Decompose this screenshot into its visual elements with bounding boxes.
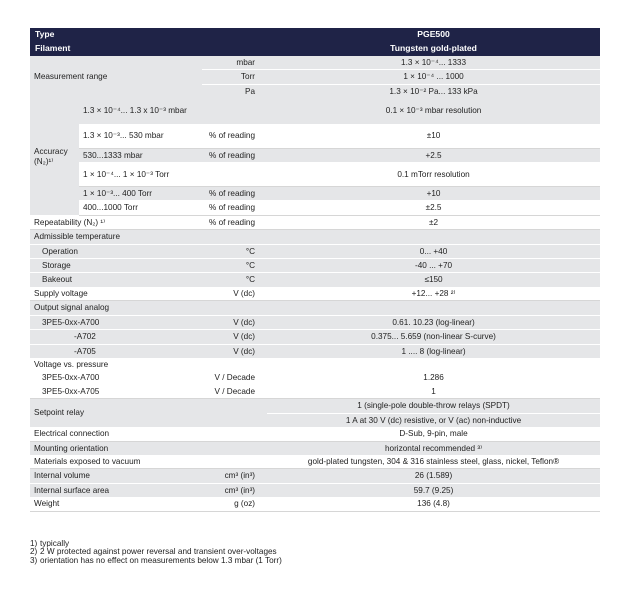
surface-label: Internal surface area	[30, 483, 202, 497]
output-row	[30, 315, 600, 329]
value-cell: 0.1 mTorr resolution	[267, 162, 600, 186]
value-cell: 0.375... 5.659 (non-linear S-curve)	[267, 330, 600, 344]
row-label: 3PE5-0xx-A705	[30, 385, 202, 399]
range-cell: 1.3 × 10⁻⁴... 1.3 x 10⁻³ mbar	[79, 98, 202, 124]
filament-label: Filament	[30, 42, 267, 56]
spec-table	[30, 28, 600, 512]
range-cell: 1 × 10⁻⁴... 1 × 10⁻³ Torr	[79, 162, 202, 186]
unit-cell: °C	[202, 259, 267, 273]
measurement-row	[30, 56, 600, 70]
value-cell: ±2	[267, 215, 600, 229]
value-cell: 1	[267, 385, 600, 399]
value-cell: 0.1 × 10⁻³ mbar resolution	[267, 98, 600, 124]
accuracy-label: Accuracy (N₂)¹⁾	[30, 98, 79, 215]
filament-value: Tungsten gold-plated	[267, 42, 600, 56]
value-cell: 0... +40	[267, 244, 600, 258]
repeatability-label: Repeatability (N₂) ¹⁾	[30, 215, 202, 229]
row-label: Bakeout	[30, 273, 202, 287]
unit-cell: V / Decade	[202, 385, 267, 399]
unit-cell: °C	[202, 244, 267, 258]
vvp-row	[30, 371, 600, 384]
unit-cell: % of reading	[202, 186, 267, 200]
type-label: Type	[30, 28, 267, 42]
row-label: -A705	[30, 344, 202, 358]
row-label: 3PE5-0xx-A700	[30, 371, 202, 384]
value-cell: 1 A at 30 V (dc) resistive, or V (ac) non-inductive	[267, 413, 600, 427]
vvp-row	[30, 385, 600, 399]
value-cell: 1.3 × 10⁻² Pa... 133 kPa	[267, 84, 600, 98]
value-cell: gold-plated tungsten, 304 & 316 stainless steel, glass, nickel, Teflon®	[267, 455, 600, 469]
footnote-number: 1)	[30, 539, 38, 548]
surface-row	[30, 483, 600, 497]
unit-cell: mbar	[202, 56, 267, 70]
value-cell: 1.3 × 10⁻⁴... 1333	[267, 56, 600, 70]
value-cell: 1 (single-pole double-throw relays (SPDT)	[267, 399, 600, 413]
temperature-row	[30, 273, 600, 287]
output-row	[30, 330, 600, 344]
output-header-row	[30, 301, 600, 315]
row-label: Storage	[30, 259, 202, 273]
accuracy-row	[30, 186, 600, 200]
range-cell: 1.3 × 10⁻³... 530 mbar	[79, 124, 202, 148]
value-cell: 1 × 10⁻⁴ ... 1000	[267, 70, 600, 84]
weight-label: Weight	[30, 497, 202, 511]
header-filament-row	[30, 42, 600, 56]
materials-label: Materials exposed to vacuum	[30, 455, 267, 469]
value-cell: +12... +28 ²⁾	[267, 287, 600, 301]
accuracy-row	[30, 124, 600, 148]
volume-row	[30, 469, 600, 483]
unit-cell: V (dc)	[202, 330, 267, 344]
accuracy-row	[30, 98, 600, 124]
unit-cell: g (oz)	[202, 497, 267, 511]
output-label: Output signal analog	[30, 301, 600, 315]
header-type-row	[30, 28, 600, 42]
materials-row	[30, 455, 600, 469]
unit-cell	[202, 162, 267, 186]
unit-cell: V (dc)	[202, 344, 267, 358]
type-value: PGE500	[267, 28, 600, 42]
electrical-label: Electrical connection	[30, 427, 267, 441]
unit-cell: V (dc)	[202, 315, 267, 329]
value-cell: -40 ... +70	[267, 259, 600, 273]
range-cell: 1 × 10⁻³... 400 Torr	[79, 186, 202, 200]
footnote-number: 3)	[30, 555, 38, 565]
setpoint-row	[30, 399, 600, 413]
value-cell: ±10	[267, 124, 600, 148]
volume-label: Internal volume	[30, 469, 202, 483]
accuracy-row	[30, 148, 600, 162]
unit-cell: % of reading	[202, 215, 267, 229]
value-cell: 0.61. 10.23 (log-linear)	[267, 315, 600, 329]
value-cell: 1 .... 8 (log-linear)	[267, 344, 600, 358]
value-cell: +10	[267, 186, 600, 200]
range-cell: 530...1333 mbar	[79, 148, 202, 162]
value-cell: 1.286	[267, 371, 600, 384]
weight-row	[30, 497, 600, 511]
unit-cell: Pa	[202, 84, 267, 98]
electrical-row	[30, 427, 600, 441]
row-label: Operation	[30, 244, 202, 258]
accuracy-row	[30, 201, 600, 215]
row-label: -A702	[30, 330, 202, 344]
footnote	[30, 557, 282, 565]
range-cell: 400...1000 Torr	[79, 201, 202, 215]
supply-label: Supply voltage	[30, 287, 202, 301]
vvp-header-row	[30, 358, 600, 371]
unit-cell	[202, 98, 267, 124]
value-cell: ≤150	[267, 273, 600, 287]
footnotes	[30, 540, 282, 565]
value-cell: +2.5	[267, 148, 600, 162]
footnote-text: 2 W protected against power reversal and transient over-voltages	[40, 547, 277, 557]
value-cell: ±2.5	[267, 201, 600, 215]
vvp-label: Voltage vs. pressure	[30, 358, 600, 371]
temperature-row	[30, 259, 600, 273]
unit-cell: V (dc)	[202, 287, 267, 301]
unit-cell: % of reading	[202, 148, 267, 162]
footnote-number: 2)	[30, 547, 38, 557]
mounting-row	[30, 441, 600, 455]
value-cell: horizontal recommended ³⁾	[267, 441, 600, 455]
temperature-label: Admissible temperature	[30, 230, 600, 244]
temperature-row	[30, 244, 600, 258]
mounting-label: Mounting orientation	[30, 441, 267, 455]
repeatability-row	[30, 215, 600, 229]
setpoint-label: Setpoint relay	[30, 399, 267, 427]
unit-cell: °C	[202, 273, 267, 287]
unit-cell: Torr	[202, 70, 267, 84]
footnote-text: typically	[40, 539, 70, 548]
value-cell: 136 (4.8)	[267, 497, 600, 511]
row-label: 3PE5-0xx-A700	[30, 315, 202, 329]
accuracy-row	[30, 162, 600, 186]
supply-row	[30, 287, 600, 301]
unit-cell: % of reading	[202, 201, 267, 215]
unit-cell: cm³ (in³)	[202, 483, 267, 497]
unit-cell: cm³ (in³)	[202, 469, 267, 483]
value-cell: 59.7 (9.25)	[267, 483, 600, 497]
measurement-label: Measurement range	[30, 56, 202, 98]
footnote-text: orientation has no effect on measurements below 1.3 mbar (1 Torr)	[40, 555, 282, 565]
value-cell: D-Sub, 9-pin, male	[267, 427, 600, 441]
unit-cell: % of reading	[202, 124, 267, 148]
value-cell: 26 (1.589)	[267, 469, 600, 483]
output-row	[30, 344, 600, 358]
unit-cell: V / Decade	[202, 371, 267, 384]
temperature-header-row	[30, 230, 600, 244]
